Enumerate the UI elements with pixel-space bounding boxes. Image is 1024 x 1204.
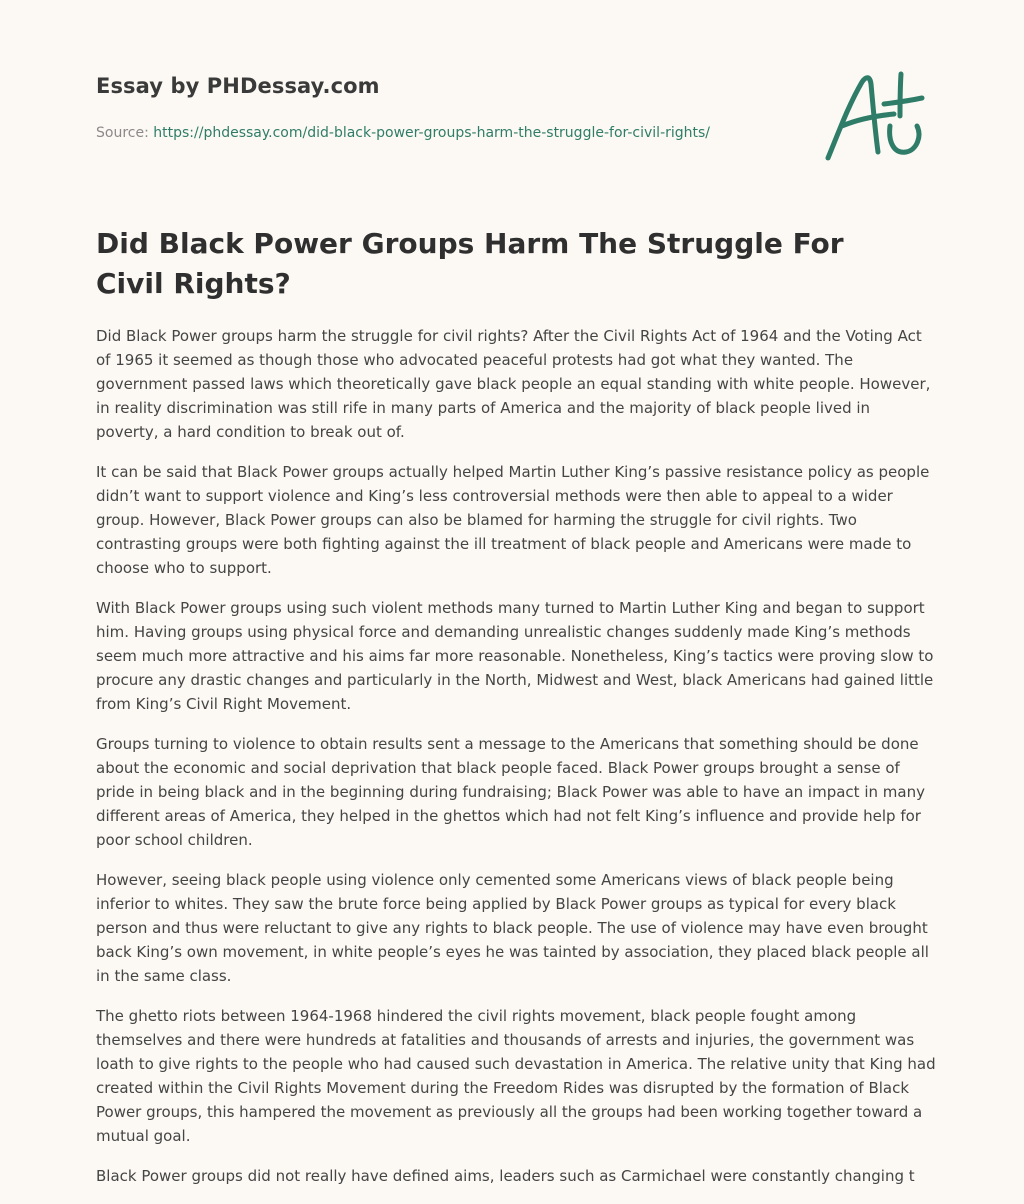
source-label: Source:	[96, 125, 154, 141]
essay-paragraph-3: With Black Power groups using such violent methods many turned to Martin Luther King and began to support him. Having groups using physical force and demanding unrealistic changes suddenly made King’s methods seem much more attractive and his aims far more reasonable. Nonetheless, King’s tactics were proving slow to procure any drastic changes and particularly in the North, Midwest and West, black Americans had gained little from King’s Civil Right Movement.	[96, 599, 934, 713]
essay-paragraph-5: However, seeing black people using violence only cemented some Americans views of black people being inferior to whites. They saw the brute force being applied by Black Power groups as typical for every black person and thus were reluctant to give any rights to black people. The use of violence may have even brought back King’s own movement, in white people’s eyes he was tainted by association, they placed black people all in the same class.	[96, 871, 929, 985]
source-line	[96, 125, 816, 141]
essay-paragraph-4: Groups turning to violence to obtain results sent a message to the Americans that something should be done about the economic and social deprivation that black people faced. Black Power groups brought a sense of pride in being black and in the beginning during fundraising; Black Power was able to have an impact in many different areas of America, they helped in the ghettos which had not felt King’s influence and provide help for poor school children.	[96, 735, 925, 849]
essay-paragraph-2: It can be said that Black Power groups actually helped Martin Luther King’s passive resistance policy as people didn’t want to support violence and King’s less controversial methods were then able to appeal to a wider group. However, Black Power groups can also be blamed for harming the struggle for civil rights. Two contrasting groups were both fighting against the ill treatment of black people and Americans were made to choose who to support.	[96, 463, 930, 577]
essay-paragraph-1: Did Black Power groups harm the struggle for civil rights? After the Civil Rights Act of 1964 and the Voting Act of 1965 it seemed as though those who advocated peaceful protests had got what they wanted. The government passed laws which theoretically gave black people an equal standing with white people. However, in reality discrimination was still rife in many parts of America and the majority of black people lived in poverty, a hard condition to break out of.	[96, 327, 931, 441]
a-plus-logo-icon	[818, 64, 930, 168]
brand-title: Essay by PHDessay.com	[96, 74, 380, 98]
source-link[interactable]: https://phdessay.com/did-black-power-groups-harm-the-struggle-for-civil-rights/	[153, 125, 711, 141]
site-header	[96, 74, 816, 141]
essay-body	[96, 324, 936, 1204]
essay-paragraph-6: The ghetto riots between 1964-1968 hindered the civil rights movement, black people fought among themselves and there were hundreds at fatalities and thousands of arrests and injuries, the government was loath to give rights to the people who had caused such devastation in America. The relative unity that King had created within the Civil Rights Movement during the Freedom Rides was disrupted by the formation of Black Power groups, this hampered the movement as previously all the groups had been working together toward a mutual goal.	[96, 1007, 936, 1145]
essay-title: Did Black Power Groups Harm The Struggle For Civil Rights?	[96, 227, 844, 300]
essay-paragraph-7: Black Power groups did not really have defined aims, leaders such as Carmichael were constantly changing t	[96, 1167, 915, 1185]
